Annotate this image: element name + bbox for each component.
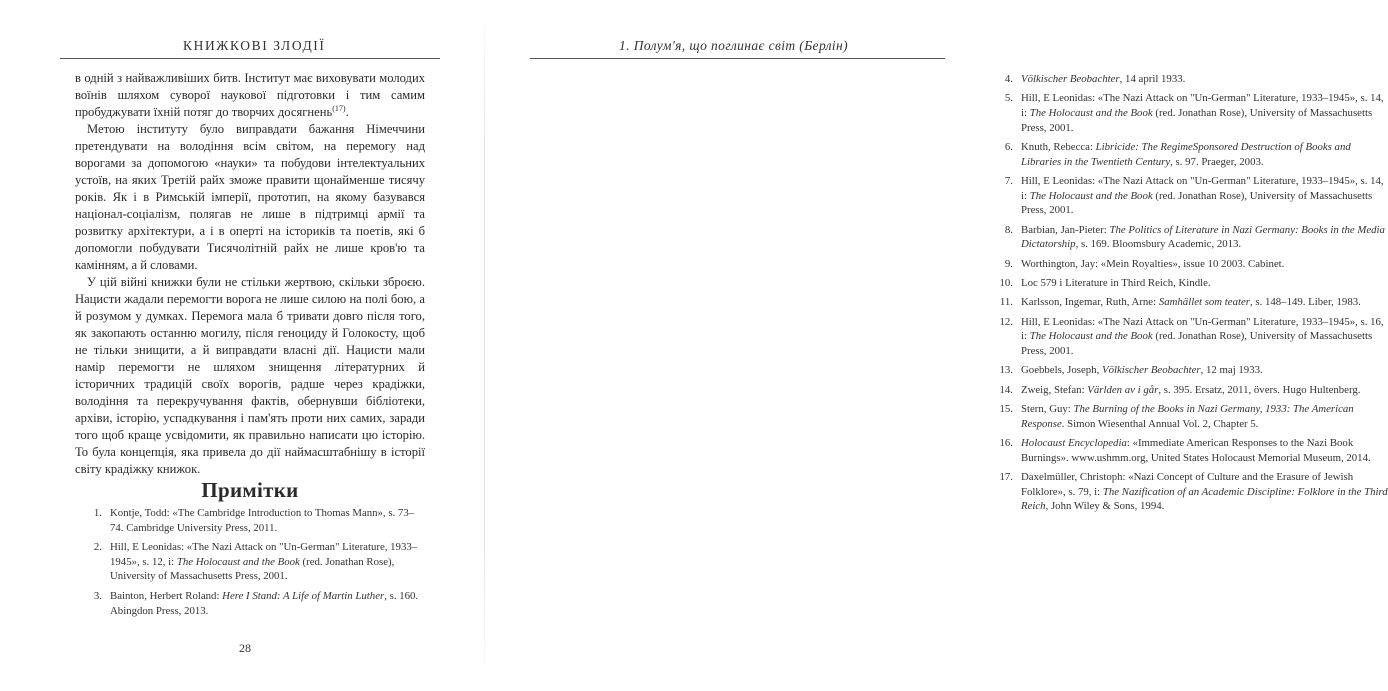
note-item [993, 276, 1388, 291]
note-text: Loc 579 i Literature in Third Reich, Kindle. [1021, 276, 1211, 289]
note-title-italic: Samhället som teater [1158, 296, 1250, 309]
note-number: 7. [1004, 174, 1013, 187]
header-rule-left [60, 58, 440, 59]
note-title-italic: Here I Stand: A Life of Martin Luther [222, 589, 385, 602]
note-item [82, 589, 427, 618]
note-number: 17. [999, 471, 1013, 484]
note-item [993, 436, 1388, 465]
note-text: Hill, E Leonidas: «The Nazi Attack on "Un-German" Literature, 1933–1945», s. 14, i: [1021, 92, 1384, 119]
paragraph-1-tail: . [345, 105, 349, 119]
note-item [993, 140, 1388, 169]
note-title-italic: The Politics of Literature in Nazi Germany: Books in the Media Dictatorship [1021, 223, 1385, 251]
note-number: 1. [93, 507, 102, 519]
note-title-italic: The Holocaust and the Book [1029, 330, 1153, 343]
notes-list-left [82, 506, 427, 623]
note-title-italic: Libricide: The RegimeSponsored Destruction of Books and Libraries in the Twentieth Century [1021, 140, 1351, 168]
note-text: , s. 160. Abingdon Press, 2013. [110, 589, 419, 617]
note-text: Zweig, Stefan: [1021, 383, 1088, 396]
note-item [993, 295, 1388, 310]
note-text: , 12 maj 1933. [1200, 364, 1263, 377]
note-number: 14. [999, 383, 1013, 396]
note-text: Knuth, Rebecca: [1021, 140, 1096, 153]
note-item [993, 402, 1388, 431]
note-text: Karlsson, Ingemar, Ruth, Arne: [1021, 296, 1159, 309]
notes-list-right [993, 72, 1388, 519]
paragraph-1-text: в одній з найважливіших битв. Інститут має виховувати молодих воїнів шляхом суворої наукової підготовки і тим самим пробуджувати їхній потяг до творчих досягнень [75, 71, 425, 119]
note-item [82, 506, 427, 535]
note-number: 5. [1004, 92, 1013, 105]
note-text: (red. Jonathan Rose), University of Massachusetts Press, 2001. [1021, 106, 1373, 134]
right-page [485, 0, 1388, 691]
note-title-italic: The Holocaust and the Book [1029, 106, 1153, 119]
note-text: Kontje, Todd: «The Cambridge Introduction to Thomas Mann», s. 73–74. Cambridge University Press, 2011. [110, 507, 415, 534]
note-text: , s. 148–149. Liber, 1983. [1249, 296, 1361, 309]
note-number: 12. [999, 315, 1013, 328]
note-text: Stern, Guy: [1021, 403, 1074, 416]
note-number: 11. [999, 296, 1013, 309]
note-text: , 14 april 1933. [1119, 73, 1186, 85]
note-number: 8. [1004, 223, 1013, 236]
note-number: 4. [1004, 73, 1013, 85]
running-head-left: КНИЖКОВІ ЗЛОДІЇ [183, 38, 326, 53]
note-number: 13. [999, 364, 1013, 377]
note-item [993, 174, 1388, 218]
note-item [993, 223, 1388, 252]
note-item [993, 91, 1388, 135]
note-title-italic: The Burning of the Books in Nazi Germany, 1933: The American Response [1021, 403, 1354, 430]
note-title-italic: The Holocaust and the Book [176, 555, 300, 568]
note-text: Bainton, Herbert Roland: [110, 589, 223, 602]
note-number: 6. [1004, 140, 1013, 153]
note-text: , s. 395. Ersatz, 2011, övers. Hugo Hultenberg. [1158, 383, 1361, 396]
note-item [82, 540, 427, 584]
note-text: , s. 169. Bloomsbury Academic, 2013. [1075, 238, 1242, 251]
note-text: Hill, E Leonidas: «The Nazi Attack on "Un-German" Literature, 1933–1945», s. 12, i: [110, 541, 418, 568]
page-number: 28 [239, 641, 251, 655]
note-item [993, 315, 1388, 359]
note-title-italic: Völkischer Beobachter [1021, 73, 1120, 85]
note-number: 15. [999, 403, 1013, 416]
note-text: (red. Jonathan Rose), University of Massachusetts Press, 2001. [1021, 330, 1373, 357]
note-number: 9. [1004, 257, 1013, 270]
note-item [993, 363, 1388, 378]
body-text [75, 70, 425, 478]
note-text: Goebbels, Joseph, [1021, 364, 1102, 377]
paragraph-3: У цій війні книжки були не стільки жертвою, скільки зброєю. Нацисти жадали перемогти ворога не лише силою на полі бою, а й розумом у думках. Перемога мала б тривати довго після того, як закопають останню могилу, після геноциду й Голокосту, щоб не тільки знищити, а й виправдати власні дії. Нацисти мали намір перемогти не шляхом знищення літературних й історичних традицій своїх ворогів, радше через крадіжки, володіння та перекручування фактів, обернувши бібліотеки, архіви, історію, успадкування і пам'ять проти них самих, заради того щоб краще усвідомити, як правильно написати цю історію. То була концепція, яка привела до дії наймасштабнішу в історії світу крадіжку книжок. [75, 275, 425, 476]
running-head-right: 1. Полум'я, що поглинає світ (Берлін) [619, 38, 849, 53]
header-rule-right [530, 58, 945, 59]
note-text: Barbian, Jan-Pieter: [1021, 223, 1110, 236]
note-text: . Simon Wiesenthal Annual Vol. 2, Chapter 5. [1061, 417, 1259, 430]
note-title-italic: The Holocaust and the Book [1029, 189, 1153, 202]
note-number: 2. [93, 541, 102, 554]
paragraph-2: Метою інституту було виправдати бажання Німеччини претендувати на володіння всім світом, на перемогу над ворогами за допомогою «науки» та побудови інтелектуальних устоїв, на яких Третій райх зможе правити щонайменше тисячу років. Як і в Римській імперії, прототип, на якому базувався націонал-соціалізм, полягав не лише в підтримці армії та розвитку архітектури, а і в оперті на істориків та поетів, які б допомогли побудувати Тисячолітній райх не лише кров'ю та камінням, а й словами. [75, 122, 425, 272]
footnote-ref-17[interactable]: (17) [332, 104, 346, 113]
note-text: (red. Jonathan Rose), University of Massachusetts Press, 2001. [110, 555, 395, 583]
notes-heading: Примітки [201, 478, 299, 502]
note-item [993, 257, 1388, 272]
note-number: 16. [999, 437, 1013, 450]
note-text: Hill, E Leonidas: «The Nazi Attack on "Un-German" Literature, 1933–1945», s. 16, i: [1021, 315, 1384, 343]
note-item [993, 72, 1388, 87]
note-title-italic: Holocaust Encyclopedia [1021, 437, 1127, 450]
paragraph-1 [75, 70, 425, 121]
note-text: : «Immediate American Responses to the Nazi Book Burnings». www.ushmm.org, United States Holocaust Memorial Museum, 2014. [1021, 437, 1371, 464]
note-text: Worthington, Jay: «Mein Royalties», issue 10 2003. Cabinet. [1021, 257, 1285, 270]
note-number: 10. [999, 276, 1013, 289]
note-text: (red. Jonathan Rose), University of Massachusetts Press, 2001. [1021, 189, 1373, 217]
note-text: Daxelmüller, Christoph: «Nazi Concept of Culture and the Erasure of Jewish Folklore», s. 79, i: [1021, 471, 1354, 498]
note-item [993, 470, 1388, 514]
note-title-italic: Völkischer Beobachter [1101, 364, 1201, 377]
note-text: , s. 97. Praeger, 2003. [1170, 155, 1264, 168]
left-page [0, 0, 485, 691]
note-number: 3. [93, 589, 102, 602]
note-title-italic: Världen av i går [1087, 383, 1159, 396]
note-text: Hill, E Leonidas: «The Nazi Attack on "Un-German" Literature, 1933–1945», s. 14, i: [1021, 174, 1384, 202]
note-title-italic: The Nazification of an Academic Discipline: Folklore in the Third Reich [1021, 485, 1388, 513]
note-text: , John Wiley & Sons, 1994. [1045, 500, 1165, 513]
note-item [993, 383, 1388, 398]
